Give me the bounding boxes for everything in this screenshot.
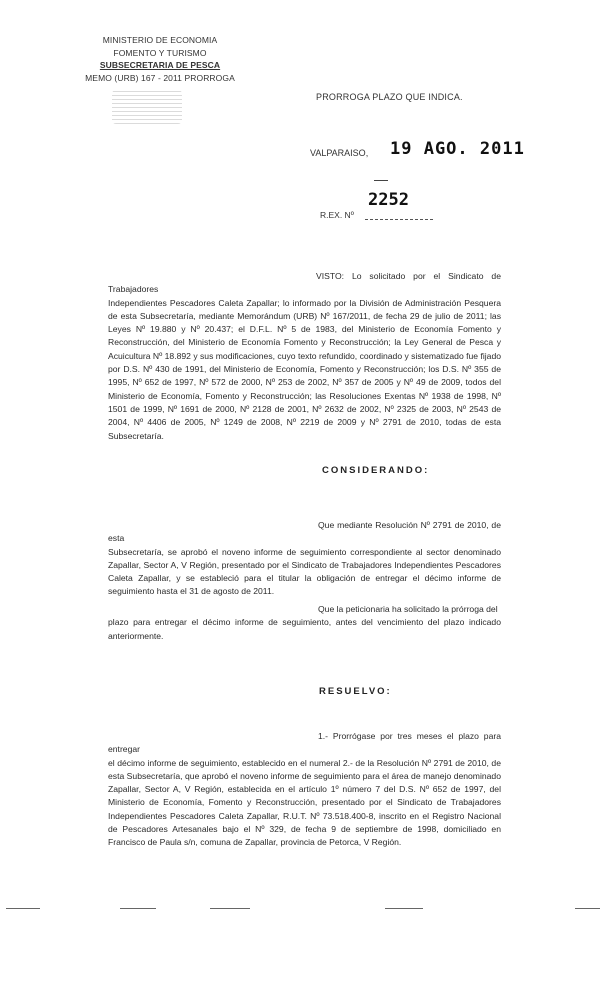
resolution-number-line xyxy=(365,219,433,220)
considerando-1-body: Subsecretaría, se aprobó el noveno informe de seguimiento correspondiente al sector denominado Zapallar, Sector A, V Región, presentado por el Sindicato de Trabajadores Independientes Pescadores Caleta Zapallar, y se estableció para el titular la obligación de entregar el décimo informe de seguimiento hasta el 31 de agosto de 2011. xyxy=(108,546,501,597)
place-label: VALPARAISO, xyxy=(310,148,369,158)
visto-first-line: VISTO: Lo solicitado por el Sindicato de Trabajadores xyxy=(108,271,501,295)
considerando-2-body: plazo para entregar el décimo informe de seguimiento, antes del vencimiento del plazo indicado anteriormente. xyxy=(108,617,501,641)
resuelvo-1-body: el décimo informe de seguimiento, establecido en el numeral 2.- de la Resolución Nº 2791 de 2010, de esta Subsecretaría, que aprobó el noveno informe de seguimiento para el área de manejo denominado Zapallar, Sector A, V Región, establecida en el artículo 1º número 7 del D.S. Nº 652 de 1997, del Ministerio de Economía, Fomento y Reconstrucción, presentado por el Sindicato de Trabajadores Independientes Pescadores Caleta Zapallar, R.U.T. Nº 73.518.400-8, inscrito en el Registro Nacional de Pescadores Artesanales bajo el Nº 329, de fecha 9 de septiembre de 1998, domiciliado en Francisco de Paula s/n, comuna de Zapallar, provincia de Petorca, V Región. xyxy=(108,757,501,848)
resuelvo-paragraph-1 xyxy=(108,730,501,850)
resuelvo-heading: RESUELVO: xyxy=(319,686,392,697)
considerando-paragraph-1 xyxy=(108,519,501,599)
subsecretaria-line: SUBSECRETARIA DE PESCA xyxy=(99,60,221,70)
visto-body: Independientes Pescadores Caleta Zapallar; lo informado por la División de Administración Pesquera de esta Subsecretaría, mediante Memorándum (URB) Nº 167/2011, de fecha 29 de julio de 2011; las Leyes Nº 19.880 y Nº 20.437; el D.F.L. Nº 5 de 1983, del Ministerio de Economía Fomento y Reconstrucción, del Ministerio de Economía Fomento y Reconstrucción; la Ley General de Pesca y Acuicultura Nº 18.892 y sus modificaciones, cuyo texto refundido, coordinado y sistematizado fue fijado por D.S. Nº 430 de 1991, del Ministerio de Economía, Fomento y Reconstrucción; los D.S. Nº 355 de 1995, Nº 652 de 1997, Nº 572 de 2000, Nº 253 de 2002, Nº 357 de 2005 y Nº 49 de 2009, todos del Ministerio de Economía, Fomento y Reconstrucción; las Resoluciones Exentas Nº 1938 de 1998, Nº 1501 de 1999, Nº 1691 de 2000, Nº 2128 de 2001, Nº 2632 de 2002, Nº 2325 de 2003, Nº 2543 de 2004, Nº 4406 de 2005, Nº 1249 de 2008, Nº 2219 de 2009 y Nº 2791 de 2010, todas de esta Subsecretaría. xyxy=(108,297,501,441)
dash-mark xyxy=(374,180,388,181)
considerando-heading: CONSIDERANDO: xyxy=(322,465,430,476)
date-stamp: 19 AGO. 2011 xyxy=(390,139,525,159)
resuelvo-1-first: 1.- Prorrógase por tres meses el plazo para entregar xyxy=(108,731,501,755)
ministry-line2: FOMENTO Y TURISMO xyxy=(113,47,207,58)
footer-rule xyxy=(210,908,250,909)
considerando-2-first: Que la peticionaria ha solicitado la prórroga del xyxy=(318,604,498,614)
footer-rule xyxy=(6,908,40,909)
letterhead xyxy=(70,34,250,84)
considerando-paragraph-2 xyxy=(108,603,501,643)
considerando-1-first: Que mediante Resolución Nº 2791 de 2010, de esta xyxy=(108,520,501,544)
footer-rule xyxy=(120,908,156,909)
ministry-line1: MINISTERIO DE ECONOMIA xyxy=(102,35,218,45)
faded-stamp xyxy=(112,90,182,124)
footer-rule xyxy=(575,908,600,909)
resolution-label: R.EX. Nº xyxy=(320,210,354,220)
memo-reference: MEMO (URB) 167 - 2011 PRORROGA xyxy=(85,72,235,83)
resolution-number: 2252 xyxy=(368,190,409,210)
document-subject: PRORROGA PLAZO QUE INDICA. xyxy=(316,92,463,102)
visto-paragraph xyxy=(108,270,501,443)
footer-rule xyxy=(385,908,423,909)
